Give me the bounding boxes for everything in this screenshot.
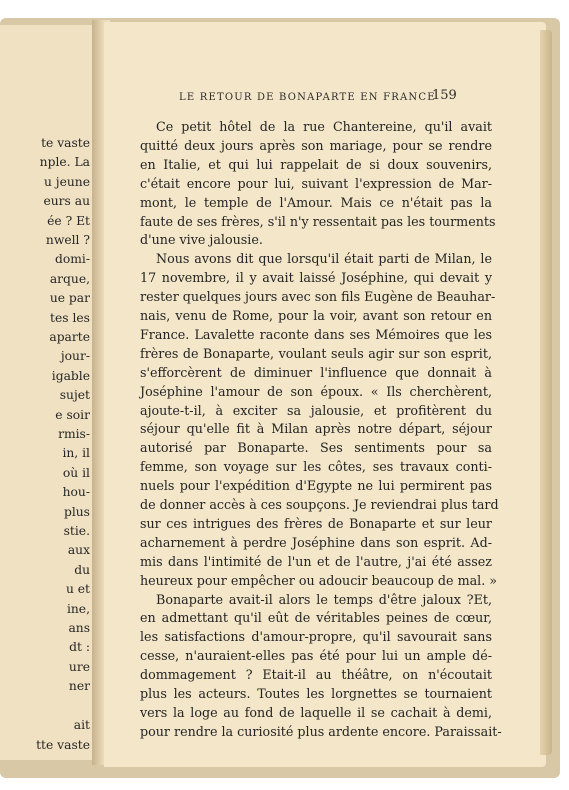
page-edge [540,30,552,755]
text-line: sur ces intrigues des frères de Bonaparte et sur leur [140,515,492,531]
left-page-fragment: du [74,562,90,577]
text-line: s'efforcèrent de diminuer l'influence que donnait à [140,364,492,380]
text-line: mont, le temple de l'Amour. Mais ce n'était pas la [140,194,492,210]
left-page-fragment: dt : [69,640,90,655]
left-page-fragment: où il [62,465,90,480]
left-page-fragment: jour- [60,349,90,364]
text-line: de donner accès à ces soupçons. Je reviendrai plus tard [140,497,499,512]
text-line: séjour qu'elle fit à Milan après notre départ, séjour [140,421,492,437]
left-page-fragment: ue par [49,291,90,306]
text-line: mis dans l'intimité de l'un et de l'autre, j'ai été assez [140,553,492,569]
right-page [104,22,546,767]
left-page-fragment: stie. [63,524,90,538]
left-page-fragment: tte vaste [36,738,90,752]
text-line: c'était encore pour lui, suivant l'expression de Mar- [140,175,492,191]
left-page-fragment: domi- [54,252,90,267]
text-line: rester quelques jours avec son fils Eugène de Beauhar- [140,289,496,305]
text-line: d'une vive jalousie. [140,232,263,248]
left-page-fragment: nwell ? [45,233,90,247]
text-line: heureux pour empêcher ou adoucir beaucoup de mal. » [140,572,498,588]
text-line: quitté deux jours après son mariage, pour se rendre [140,137,492,153]
text-line: plus les acteurs. Toutes les lorgnettes se tournaient [140,686,492,701]
text-line: nais, venu de Rome, pour la voir, avant son retour en [140,308,492,323]
left-page-fragment: tes les [50,310,90,325]
text-line: cesse, n'auraient-elles pas été pour lui un ample dé- [140,648,492,664]
left-page-fragment: ans [68,621,90,635]
left-page-fragment: ée ? Et [47,213,90,228]
left-page-fragment: ure [68,659,90,674]
text-line: Ce petit hôtel de la rue Chantereine, qu'il avait [156,119,492,134]
text-line: dommagement ? Etait-il au théâtre, on n'écoutait [140,667,492,683]
text-line: en Italie, et qui lui rappelait de si doux souvenirs, [140,156,492,172]
left-page-fragment: hou- [62,485,90,500]
left-page-fragment: plus [63,504,90,519]
text-line: vers la loge au fond de laquelle il se cachait à demi, [140,704,492,720]
left-page-fragment: sujet [59,388,90,403]
text-line: nuels pour l'expédition d'Egypte ne lui permirent pas [140,478,492,494]
text-line: 17 novembre, il y avait laissé Joséphine, qui devait y [140,270,492,286]
left-page [0,25,97,760]
left-page-fragment: in, il [62,446,90,461]
left-page-fragment: e soir [55,407,90,422]
text-line: acharnement à perdre Joséphine dans son esprit. Ad- [140,534,492,550]
text-line: en admettant qu'il eût de véritables peines de cœur, [140,610,492,626]
text-line: Joséphine l'amour de son époux. « Ils cherchèrent, [140,383,492,399]
left-page-fragment: eurs au [43,194,90,209]
left-page-fragment: rmis- [58,427,90,441]
text-line: femme, son voyage sur les côtes, ses travaux conti- [140,459,492,475]
page-number: 159 [432,88,457,103]
left-page-fragment: ait [73,718,90,732]
text-line: frères de Bonaparte, voulant seuls agir sur son esprit, [140,345,492,361]
running-header: LE RETOUR DE BONAPARTE EN FRANCE [179,92,436,103]
text-line: les satisfactions d'amour-propre, qu'il savourait sans [140,629,492,645]
left-page-fragment: u jeune [43,174,90,189]
left-page-fragment: aparte [49,330,90,344]
text-line: France. Lavalette raconte dans ses Mémoires que les [140,326,492,342]
text-line: autorisé par Bonaparte. Ses sentiments pour sa [140,440,492,456]
left-page-fragment: ner [68,679,90,694]
left-page-fragment: ine, [66,601,90,616]
text-line: Nous avons dit que lorsqu'il était parti de Milan, le [156,251,492,267]
text-line: pour rendre la curiosité plus ardente encore. Paraissait- [140,723,502,739]
left-page-fragment: te vaste [41,136,90,150]
text-line: Bonaparte avait-il alors le temps d'être jaloux ?Et, [156,591,492,607]
left-page-fragment: arque, [49,271,90,286]
left-page-fragment: u et [65,582,90,597]
text-line: ajoute-t-il, à exciter sa jalousie, et profitèrent du [140,402,492,418]
left-page-fragment: nple. La [39,155,90,170]
left-page-fragment: igable [51,368,90,383]
text-line: faute de ses frères, s'il n'y ressentait pas les tourments [140,213,496,229]
left-page-fragment: aux [67,543,90,558]
